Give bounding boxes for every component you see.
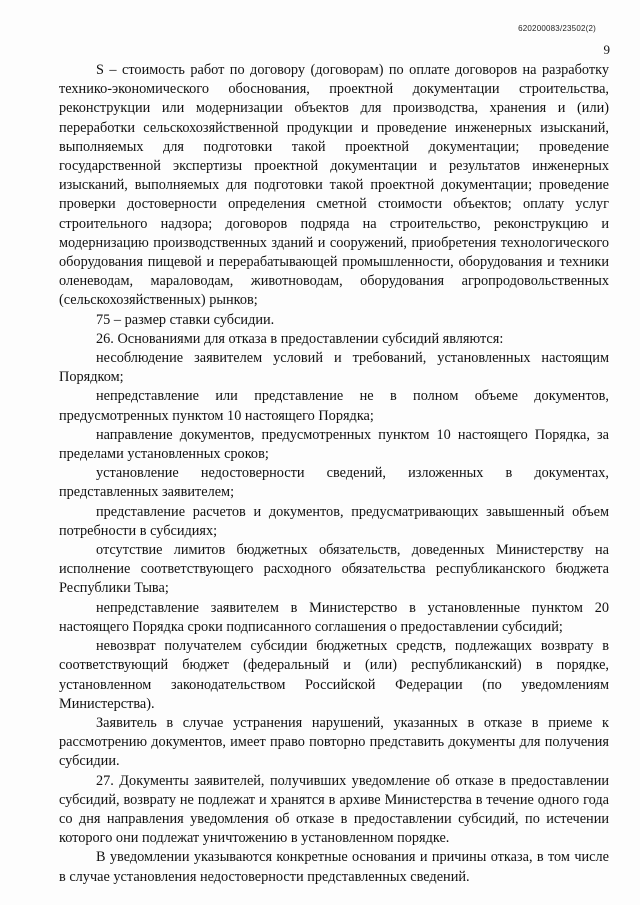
page-number: 9 — [603, 42, 610, 57]
paragraph-archive: 27. Документы заявителей, получивших уведомление об отказе в предоставлении субсидий, возврату не подлежат и хранятся в архиве Министерства в течение одного года со дня направления уведомления об отказе в предоставлении субсидий, по истечении которого они подлежат уничтожению в установленном порядке. — [59, 772, 609, 847]
paragraph-rate: 75 – размер ставки субсидии. — [96, 311, 275, 328]
list-item: направление документов, предусмотренных пунктом 10 настоящего Порядка, за пределами установленных сроков; — [59, 426, 609, 463]
list-item: представление расчетов и документов, предусматривающих завышенный объем потребности в субсидиях; — [59, 503, 609, 539]
list-item: несоблюдение заявителем условий и требований, установленных настоящим Порядком; — [59, 350, 609, 386]
document-body — [59, 61, 609, 887]
list-item: установление недостоверности сведений, изложенных в документах, представленных заявителем; — [59, 465, 609, 501]
list-item: отсутствие лимитов бюджетных обязательств, доведенных Министерству на исполнение соответствующего расходного обязательства республиканского бюджета Республики Тыва; — [59, 542, 609, 597]
list-item: непредставление или представление не в полном объеме документов, предусмотренных пунктом 10 настоящего Порядка; — [59, 388, 609, 424]
list-item: невозврат получателем субсидии бюджетных средств, подлежащих возврату в соответствующий бюджет (федеральный и (или) республиканский) в порядке, установленном законодательством Российской Федерации (по уведомлениям Министерства). — [59, 638, 609, 712]
paragraph-refusal-grounds: 26. Основаниями для отказа в предоставлении субсидий являются: — [96, 330, 504, 347]
paragraph-cost-definition: S – стоимость работ по договору (договорам) по оплате договоров на разработку технико-экономического обоснования, проектной документации строительства, реконструкции или модернизации объектов для производства, хранения и (или) переработки сельскохозяйственной продукции и проведение инженерных изысканий, выполняемых для подготовки такой проектной документации; проведение государственной экспертизы проектной документации и результатов инженерных изысканий, выполняемых для подготовки такой проектной документации; проведение проверки достоверности определения сметной стоимости объектов; оплату услуг строительного надзора; договоров подряда на строительство, реконструкцию и модернизацию производственных зданий и сооружений, приобретения технологического оборудования пищевой и перерабатывающей промышленности, оборудования и техники оленеводам, мараловодам, животноводам, оборудования агропродовольственных (сельскохозяйственных) рынков; — [59, 62, 609, 309]
paragraph-notice: В уведомлении указываются конкретные основания и причины отказа, в том числе в случае установления недостоверности представленных сведений. — [59, 849, 609, 885]
paragraph-resubmission: Заявитель в случае устранения нарушений, указанных в отказе в приеме к рассмотрению документов, имеет право повторно представить документы для получения субсидии. — [59, 714, 609, 770]
list-item: непредставление заявителем в Министерство в установленные пунктом 20 настоящего Порядка сроки подписанного соглашения о предоставлении субсидий; — [59, 599, 609, 635]
document-id: 620200083/23502(2) — [518, 24, 596, 33]
